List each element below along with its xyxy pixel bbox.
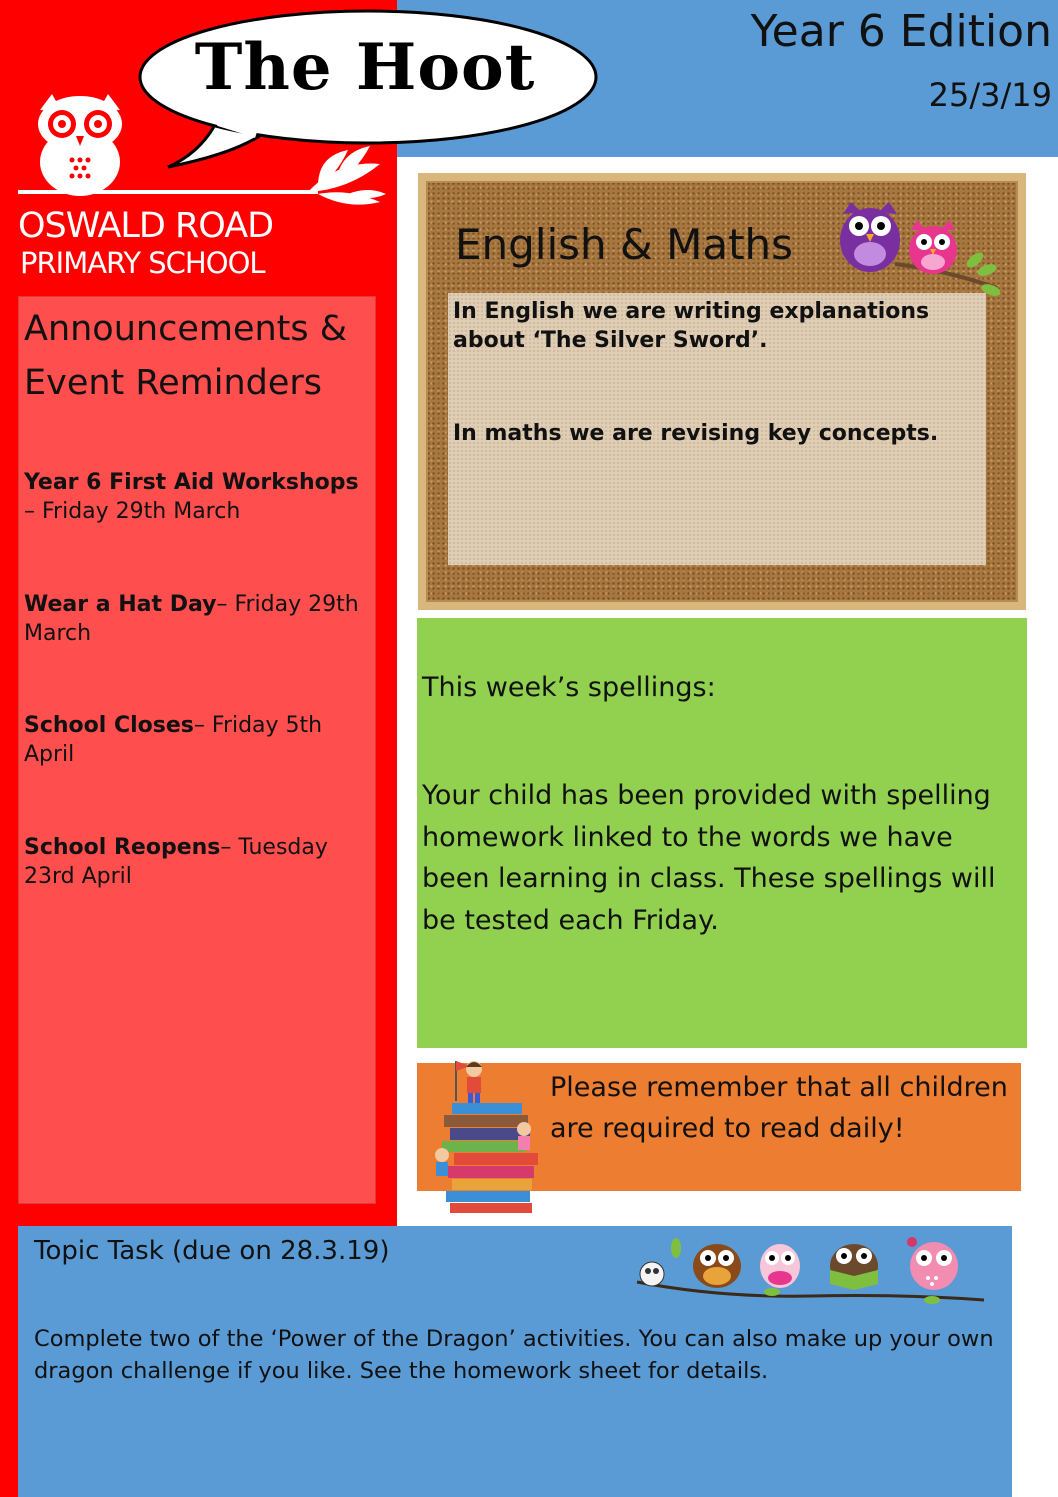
issue-date: 25/3/19 — [928, 76, 1052, 114]
event-detail: – Friday 29th March — [24, 499, 241, 524]
event-school-closes — [24, 711, 374, 769]
event-name: Wear a Hat Day — [24, 592, 217, 617]
school-owl-logo-icon — [18, 90, 388, 210]
english-text: In English we are writing explanations about ‘The Silver Sword’. — [453, 299, 930, 353]
announcements-title: Announcements & Event Reminders — [24, 309, 348, 403]
maths-text: In maths we are revising key concepts. — [453, 421, 939, 446]
edition-label: Year 6 Edition — [750, 6, 1052, 57]
book-stack-children-icon — [428, 1053, 546, 1218]
owls-row-branch-icon — [632, 1232, 987, 1312]
english-maths-heading: English & Maths — [455, 220, 794, 269]
topic-heading: Topic Task (due on 28.3.19) — [34, 1236, 390, 1266]
school-name-line1: OSWALD ROAD — [18, 206, 274, 246]
event-first-aid — [24, 468, 374, 526]
event-name: School Reopens — [24, 835, 221, 860]
event-hat-day — [24, 590, 374, 648]
event-detail: – Tuesday 23rd April — [24, 835, 328, 889]
owls-on-branch-icon — [835, 198, 1000, 298]
event-detail: – Friday 5th April — [24, 713, 323, 767]
spellings-text: Your child has been provided with spelling homework linked to the words we have been learning in class. These spellings will be tested each Friday. — [422, 780, 996, 936]
reading-reminder-text: Please remember that all children are required to read daily! — [550, 1072, 1008, 1144]
event-name: School Closes — [24, 713, 194, 738]
event-name: Year 6 First Aid Workshops — [24, 470, 359, 495]
newsletter-title: The Hoot — [194, 30, 536, 105]
topic-text: Complete two of the ‘Power of the Dragon’ activities. You can also make up your own dragon challenge if you like. See the homework sheet for details. — [34, 1326, 994, 1384]
event-detail: – Friday 29th March — [24, 592, 359, 646]
school-name-line2: PRIMARY SCHOOL — [20, 246, 265, 280]
spellings-heading: This week’s spellings: — [422, 672, 716, 703]
event-school-reopens — [24, 833, 374, 891]
